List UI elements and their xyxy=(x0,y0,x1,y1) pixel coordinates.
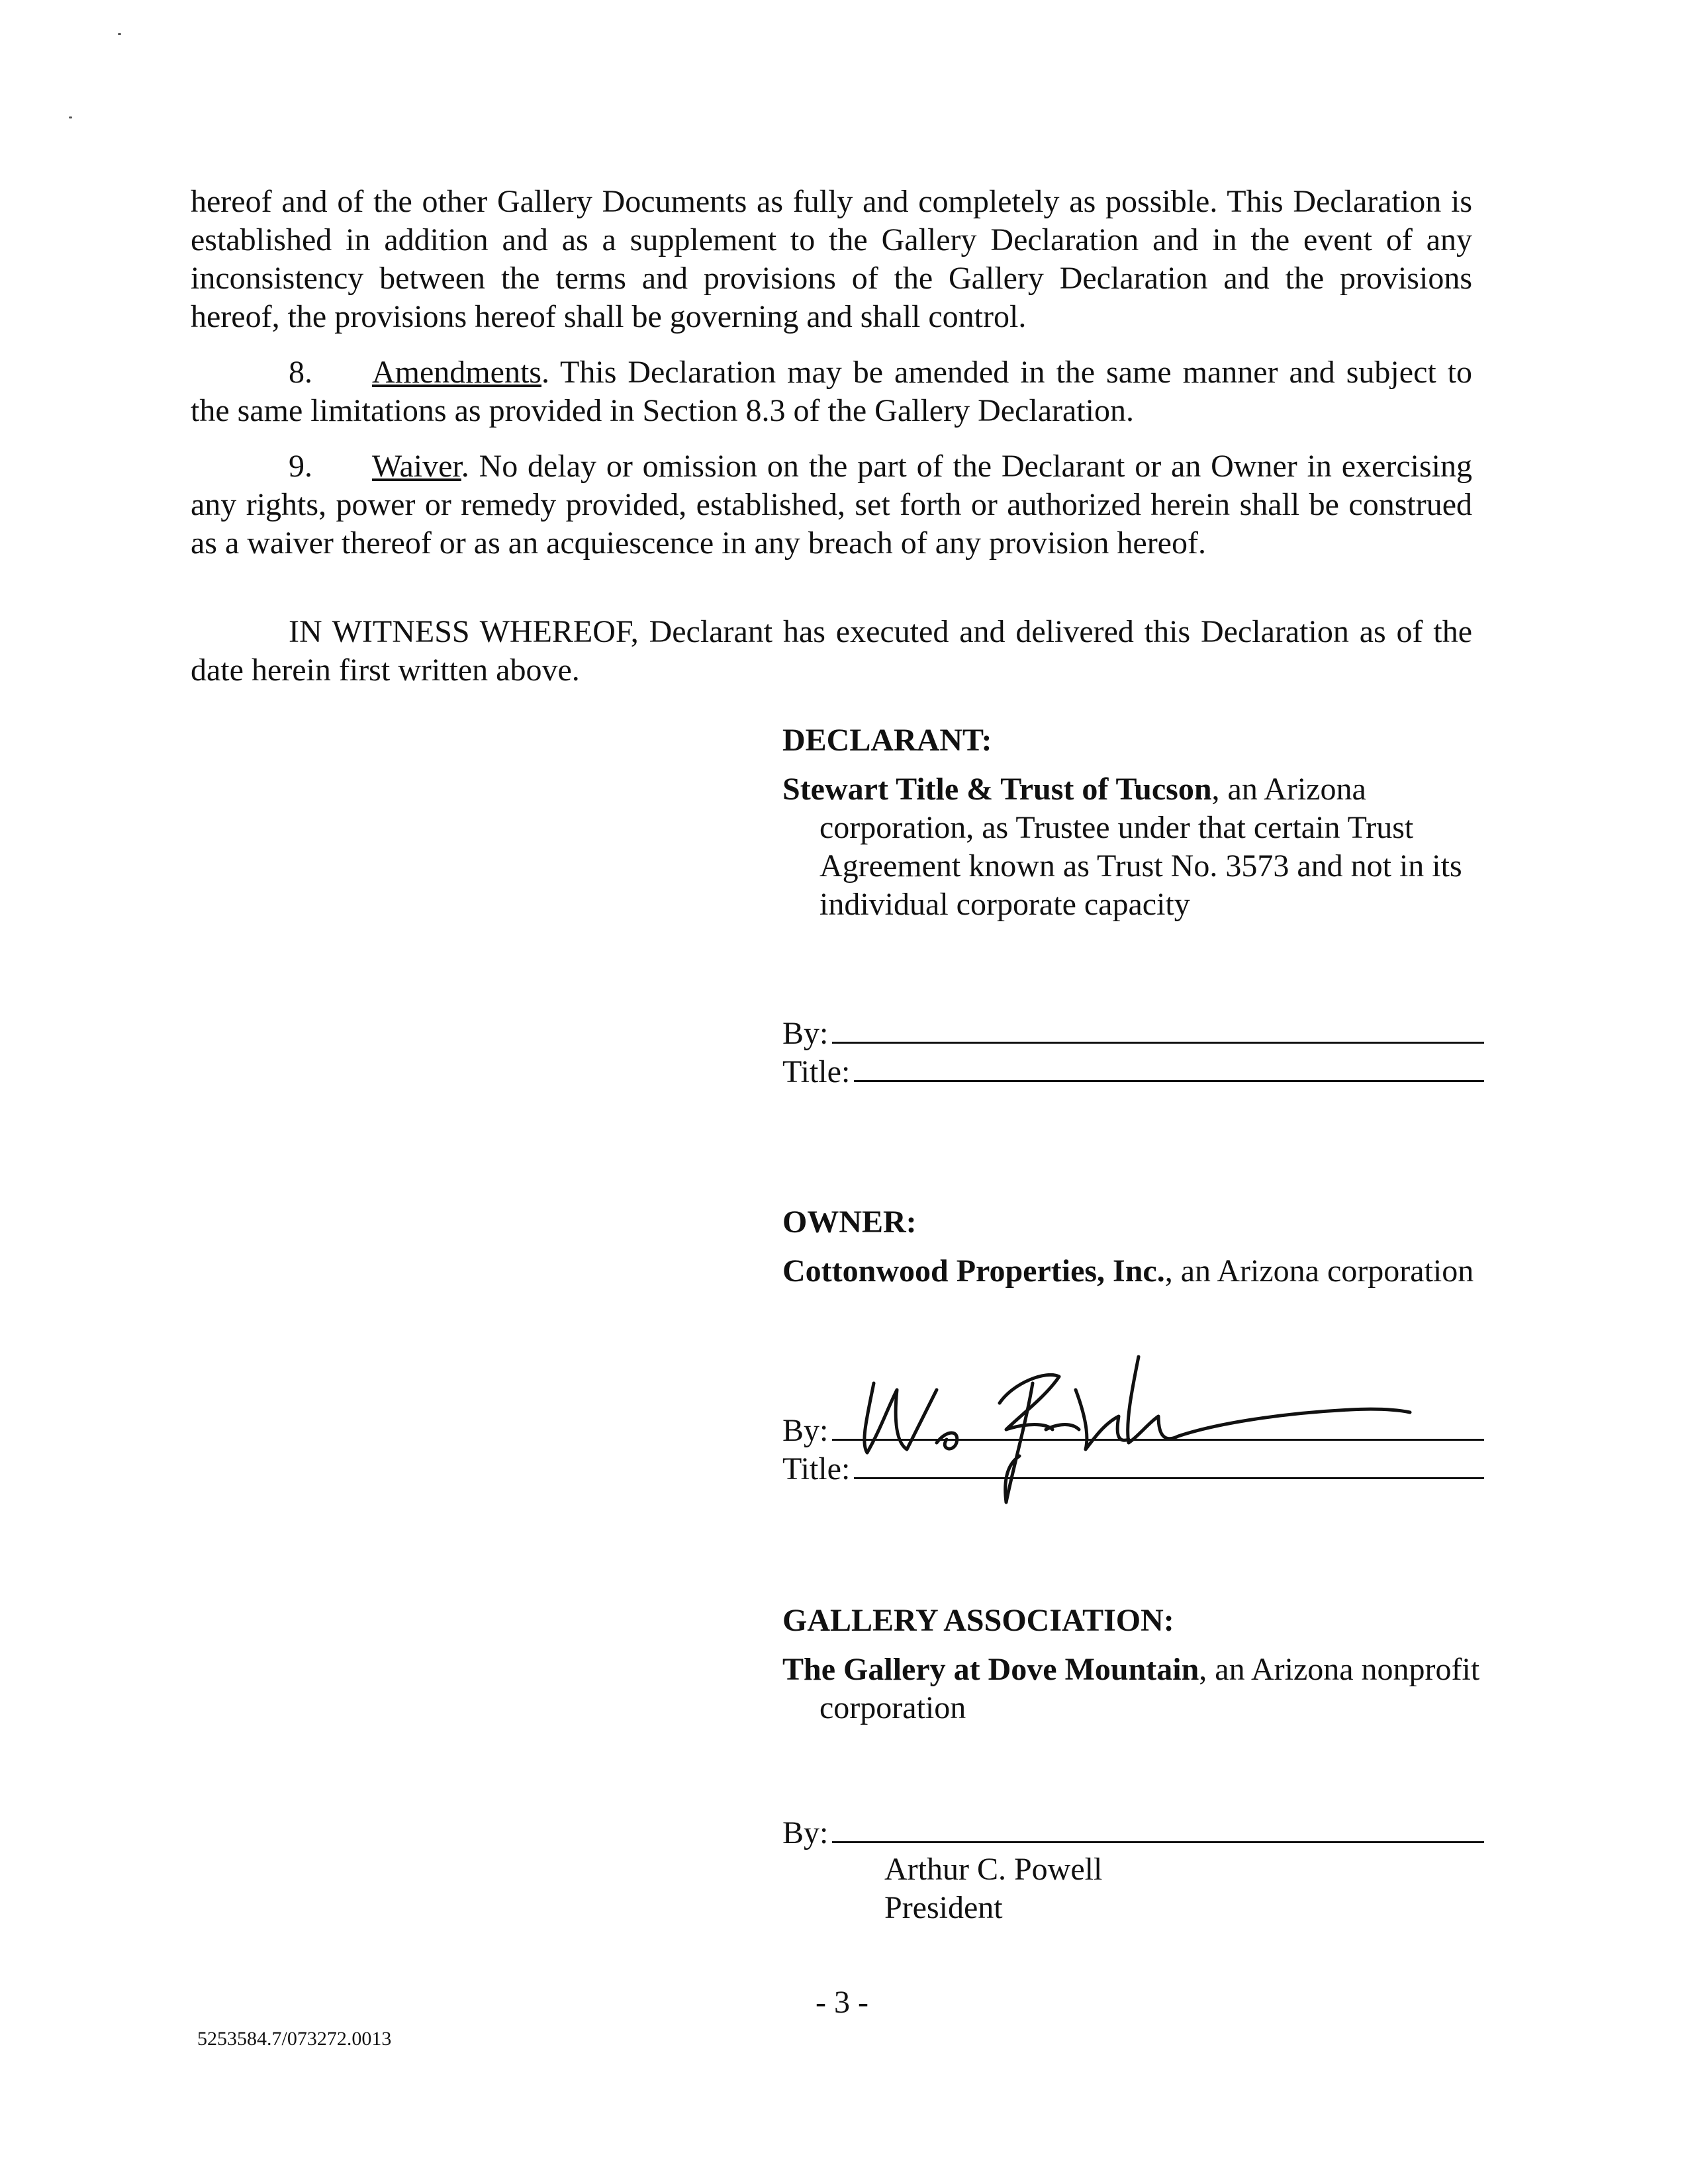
section-8-heading: Amendments xyxy=(372,355,541,390)
scan-speck xyxy=(118,33,121,35)
declarant-entity xyxy=(782,770,1484,924)
owner-title-label: Title: xyxy=(782,1451,851,1486)
owner-entity-name: Cottonwood Properties, Inc. xyxy=(782,1253,1165,1289)
continuation-paragraph: hereof and of the other Gallery Documents as fully and completely as possible. This Declaration is established in addition and as a supplement to the Gallery Declaration and in the event of any inconsistency between the terms and provisions of the Gallery Declaration and the provisions hereof, the provisions hereof shall be governing and shall control. xyxy=(191,184,1472,334)
declarant-title-label: Title: xyxy=(782,1054,851,1089)
section-9-paragraph xyxy=(191,447,1472,563)
section-8-number: 8. xyxy=(289,355,312,390)
document-id: 5253584.7/073272.0013 xyxy=(197,2028,392,2050)
signatory-name: Arthur C. Powell xyxy=(884,1852,1103,1887)
gallery-association-signatory xyxy=(884,1850,1102,1927)
gallery-association-block xyxy=(782,1602,1484,1727)
owner-heading: OWNER: xyxy=(782,1205,917,1240)
page-number: - 3 - xyxy=(816,1985,868,2020)
owner-block xyxy=(782,1203,1484,1291)
section-8-paragraph xyxy=(191,353,1472,430)
owner-handwritten-signature xyxy=(847,1343,1430,1516)
scan-speck xyxy=(69,116,72,118)
declarant-block xyxy=(782,721,1484,924)
owner-entity-desc: , an Arizona corporation xyxy=(1164,1253,1474,1289)
declarant-heading: DECLARANT: xyxy=(782,723,992,758)
section-9-text: . No delay or omission on the part of the Declarant or an Owner in exercising any rights, power or remedy provided, established, set forth or authorized herein shall be construed as a waiver thereof or as an acquiescence in any breach of any provision hereof. xyxy=(191,449,1472,561)
declarant-by-label: By: xyxy=(782,1016,829,1051)
declarant-by-rule xyxy=(832,1013,1484,1044)
declarant-by-line xyxy=(782,1013,1484,1051)
declarant-title-rule xyxy=(854,1051,1484,1082)
declarant-entity-name: Stewart Title & Trust of Tucson xyxy=(782,772,1212,807)
gallery-association-by-rule xyxy=(832,1812,1484,1843)
section-9-heading: Waiver xyxy=(372,449,461,484)
section-8-text: . This Declaration may be amended in the same manner and subject to the same limitations as provided in Section 8.3 of the Gallery Declaration. xyxy=(191,355,1472,428)
section-9-number: 9. xyxy=(289,449,312,484)
signatory-title: President xyxy=(884,1890,1003,1925)
gallery-association-entity-desc: , an Arizona nonprofit corporation xyxy=(819,1652,1480,1725)
declarant-title-line xyxy=(782,1051,1484,1089)
declarant-entity-desc: , an Arizona corporation, as Trustee under that certain Trust Agreement known as Trust No. 3573 and not in its individual corporate capacity xyxy=(819,772,1462,922)
owner-by-label: By: xyxy=(782,1413,829,1448)
owner-entity xyxy=(782,1252,1484,1291)
gallery-association-by-label: By: xyxy=(782,1815,829,1850)
gallery-association-by-line xyxy=(782,1812,1484,1850)
gallery-association-entity xyxy=(782,1651,1484,1727)
gallery-association-heading: GALLERY ASSOCIATION: xyxy=(782,1603,1174,1638)
gallery-association-entity-name: The Gallery at Dove Mountain xyxy=(782,1652,1199,1687)
witness-paragraph: IN WITNESS WHEREOF, Declarant has executed and delivered this Declaration as of the date herein first written above. xyxy=(191,614,1472,688)
